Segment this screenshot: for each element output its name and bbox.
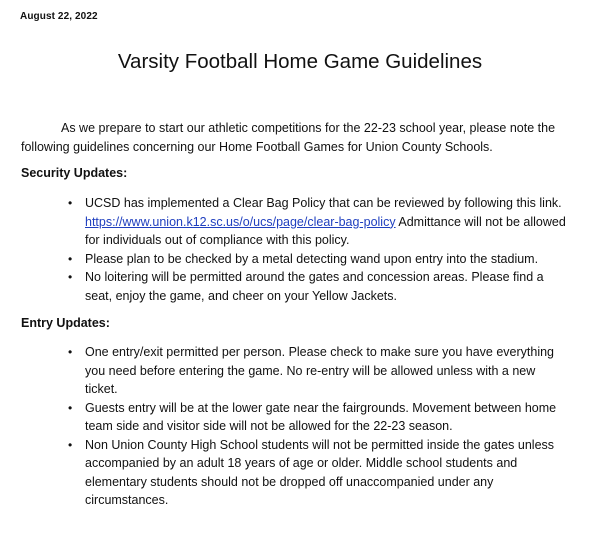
bullet-icon: • [68,251,73,266]
list-item [68,399,568,436]
entry-bullet-1-text: One entry/exit permitted per person. Please check to make sure you have everything you need before entering the game. No re-entry will be allowed unless with a new ticket. [85,345,554,396]
bullet-icon: • [68,400,73,415]
list-item [68,436,568,510]
security-bullet-1-text: UCSD has implemented a Clear Bag Policy that can be reviewed by following this link. [85,196,562,210]
security-bullet-3-text: No loitering will be permitted around the gates and concession areas. Please find a seat, enjoy the game, and cheer on your Yellow Jackets. [85,270,544,303]
document-title: Varsity Football Home Game Guidelines [117,50,483,73]
list-item [68,268,568,305]
bullet-icon: • [68,345,73,359]
security-list [68,194,568,305]
bullet-icon: • [68,196,73,210]
entry-heading: Entry Updates: [21,316,110,330]
bullet-icon: • [68,270,73,284]
intro-text: As we prepare to start our athletic competitions for the 22-23 school year, please note the following guidelines concerning our Home Football Games for Union County Schools. [21,121,556,154]
document-date: August 22, 2022 [20,11,98,22]
entry-bullet-3-text: Non Union County High School students will not be permitted inside the gates unless accompanied by an adult 18 years of age or older. Middle school students and elementary students should not be dropped off unaccompanied under any circumstances. [85,437,555,507]
list-item [68,194,568,250]
entry-bullet-2-text: Guests entry will be at the lower gate near the fairgrounds. Movement between home team side and visitor side will not be allowed for the 22-23 season. [85,400,557,433]
intro-paragraph [21,119,581,156]
security-bullet-1-tail: Admittance will not be allowed for individuals out of compliance with this policy. [85,214,566,247]
bullet-icon: • [68,437,73,452]
list-item [68,343,568,399]
security-heading: Security Updates: [21,166,128,180]
security-bullet-2-text: Please plan to be checked by a metal detecting wand upon entry into the stadium. [85,251,539,266]
clear-bag-policy-link[interactable]: https://www.union.k12.sc.us/o/ucs/page/clear-bag-policy [85,214,396,229]
entry-list [68,343,568,510]
list-item [68,250,568,269]
